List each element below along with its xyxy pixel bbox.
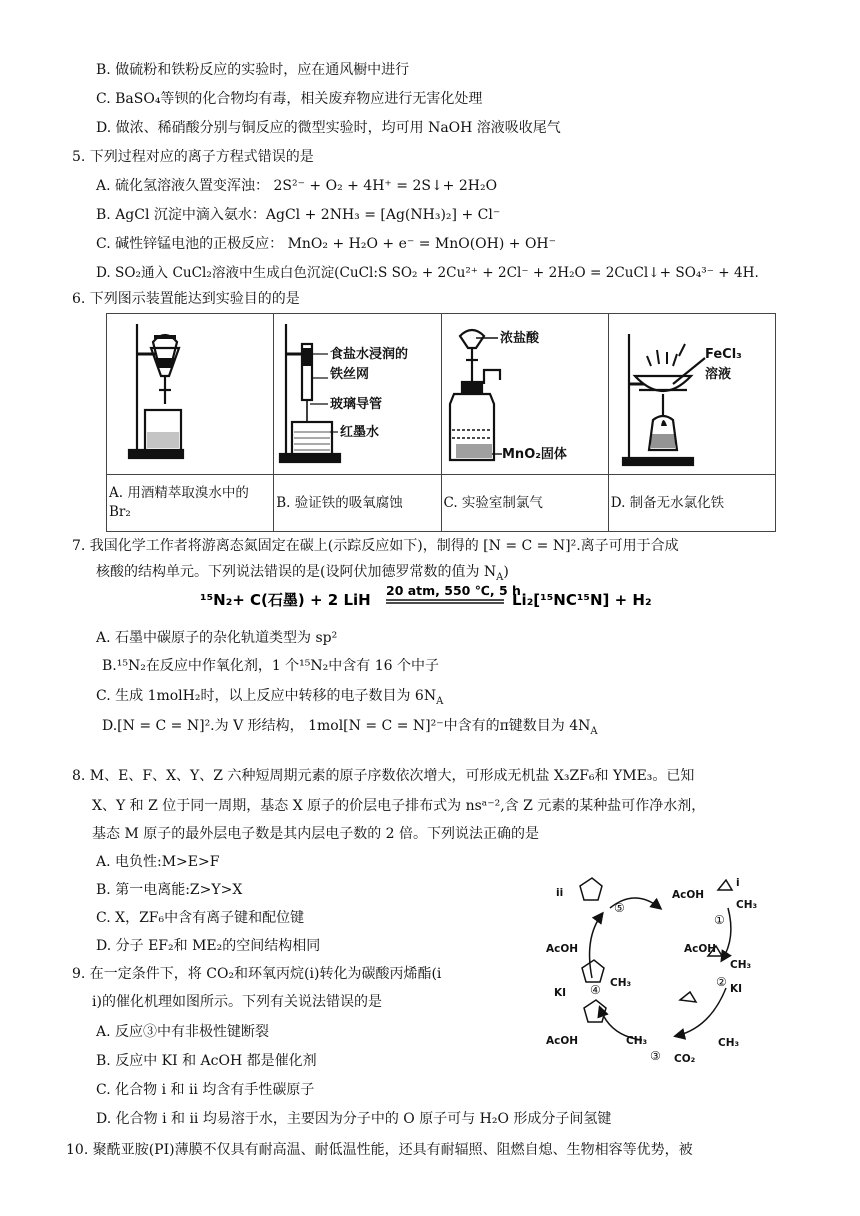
q8-stem-line1: 8. M、E、F、X、Y、Z 六种短周期元素的原子序数依次增大，可形成无机盐 X₃ZF₆和 YME₃。已知 (72, 768, 695, 784)
q7-option-d (102, 716, 598, 742)
evaporation-figure (609, 314, 775, 470)
label-ch3-3: CH₃ (610, 977, 632, 989)
q7-stem-line2-end: ) (503, 564, 509, 580)
q9-option-d: D. 化合物 i 和 ii 均易溶于水，主要因为分子中的 O 原子可与 H₂O 形成分子间氢键 (96, 1111, 612, 1127)
q7-option-c-sub: A (436, 695, 444, 707)
apparatus-c-cell (441, 314, 608, 475)
label-ki-1: KI (554, 987, 567, 999)
reaction-products: Li₂[¹⁵NC¹⁵N] + H₂ (512, 591, 652, 609)
label-salt-iron-mesh-1: 食盐水浸润的 (330, 347, 409, 362)
apparatus-d-cell (608, 314, 775, 475)
q7-option-a: A. 石墨中碳原子的杂化轨道类型为 sp² (96, 630, 338, 646)
q9-option-a: A. 反应③中有非极性键断裂 (96, 1024, 270, 1040)
apparatus-table (106, 313, 776, 532)
q5-option-b: B. AgCl 沉淀中滴入氨水：AgCl + 2NH₃ = [Ag(NH₃)₂] + Cl⁻ (96, 207, 501, 223)
q5-option-d: D. SO₂通入 CuCl₂溶液中生成白色沉淀(CuCl:S SO₂ + 2Cu²⁺ + 2Cl⁻ + 2H₂O = 2CuCl↓+ SO₄³⁻ + 4H. (96, 265, 759, 281)
q8-option-a: A. 电负性:M>E>F (96, 854, 220, 870)
q8-option-b: B. 第一电离能:Z>Y>X (96, 882, 243, 898)
label-mno2-solid: MnO₂固体 (501, 447, 567, 462)
q7-stem-line2-text: 核酸的结构单元。下列说法错误的是(设阿伏加德罗常数的值为 N (96, 564, 497, 580)
label-ch3-2: CH₃ (730, 959, 752, 971)
label-conc-hcl: 浓盐酸 (499, 331, 539, 346)
label-ch3-1: CH₃ (736, 899, 758, 911)
label-ki-2: KI (730, 983, 743, 995)
q5-option-c: C. 碱性锌锰电池的正极反应： MnO₂ + H₂O + e⁻ = MnO(OH) + OH⁻ (96, 236, 557, 252)
label-glass-tube: 玻璃导管 (330, 397, 383, 412)
q7-option-d-text: D.[N = C = N]².为 V 形结构， 1mol[N = C = N]²⁻中含有的π键数目为 4N (102, 718, 591, 734)
q7-option-b: B.¹⁵N₂在反应中作氧化剂，1 个¹⁵N₂中含有 16 个中子 (102, 658, 439, 674)
label-solution: 溶液 (704, 367, 731, 382)
q7-option-c (96, 686, 443, 712)
caption-d: D. 制备无水氯化铁 (608, 475, 775, 532)
label-salt-iron-mesh-2: 铁丝网 (330, 367, 370, 382)
q8-option-d: D. 分子 EF₂和 ME₂的空间结构相同 (96, 938, 321, 954)
label-fecl3: FeCl₃ (704, 347, 742, 362)
iron-corrosion-figure (274, 314, 440, 470)
chlorine-generator-figure (442, 314, 610, 470)
label-red-ink: 红墨水 (340, 425, 380, 440)
q8-option-c: C. X，ZF₆中含有离子键和配位键 (96, 910, 305, 926)
label-acoh-1: AcOH (672, 889, 705, 901)
caption-b: B. 验证铁的吸氧腐蚀 (274, 475, 441, 532)
q7-option-d-sub: A (590, 725, 598, 737)
step-4-marker: ④ (590, 983, 601, 997)
q5-stem: 5. 下列过程对应的离子方程式错误的是 (72, 149, 314, 165)
apparatus-b-cell (274, 314, 441, 475)
label-ch3-5: CH₃ (718, 1037, 740, 1049)
q7-option-c-text: C. 生成 1molH₂时，以上反应中转移的电子数目为 6N (96, 688, 437, 704)
step-5-marker: ⑤ (614, 901, 625, 915)
label-co2: CO₂ (674, 1053, 696, 1065)
q4-option-c: C. BaSO₄等钡的化合物均有毒，相关废弃物应进行无害化处理 (96, 91, 483, 107)
q7-reaction-equation (200, 583, 660, 611)
label-ch3-4: CH₃ (626, 1035, 648, 1047)
q9-option-c: C. 化合物 i 和 ii 均含有手性碳原子 (96, 1082, 315, 1098)
caption-c: C. 实验室制氯气 (441, 475, 608, 532)
q4-option-d: D. 做浓、稀硝酸分别与铜反应的微型实验时，均可用 NaOH 溶液吸收尾气 (96, 120, 561, 136)
label-ii: ii (556, 887, 564, 899)
step-2-marker: ② (716, 975, 727, 989)
label-i: i (736, 877, 740, 889)
label-acoh-4: AcOH (546, 1035, 579, 1047)
q9-option-b: B. 反应中 KI 和 AcOH 都是催化剂 (96, 1053, 317, 1069)
catalytic-cycle-diagram (540, 868, 780, 1068)
q10-stem-line1: 10. 聚酰亚胺(PI)薄膜不仅具有耐高温、耐低温性能，还具有耐辐照、阻燃自熄、生物相容等优势，被 (66, 1142, 693, 1158)
q5-option-a: A. 硫化氢溶液久置变浑浊： 2S²⁻ + O₂ + 4H⁺ = 2S↓+ 2H₂O (96, 178, 498, 194)
step-3-marker: ③ (650, 1049, 661, 1063)
q4-option-b: B. 做硫粉和铁粉反应的实验时，应在通风橱中进行 (96, 62, 410, 78)
reaction-conditions: 20 atm, 550 ℃, 5 h (386, 583, 521, 598)
step-1-marker: ① (714, 913, 725, 927)
q8-stem-line3: 基态 M 原子的最外层电子数是其内层电子数的 2 倍。下列说法正确的是 (92, 826, 540, 842)
q7-stem-line1: 7. 我国化学工作者将游离态氮固定在碳上(示踪反应如下)，制得的 [N = C = N]².离子可用于合成 (72, 538, 679, 554)
label-acoh-2: AcOH (684, 943, 717, 955)
label-acoh-3: AcOH (546, 943, 579, 955)
caption-a: A. 用酒精萃取溴水中的 Br₂ (107, 475, 274, 532)
q6-stem: 6. 下列图示装置能达到实验目的的是 (72, 291, 300, 307)
q8-stem-line2: X、Y 和 Z 位于同一周期，基态 X 原子的价层电子排布式为 nsᵃ⁻²,含 Z 元素的某种盐可作净水剂， (92, 798, 706, 814)
q9-stem-line1: 9. 在一定条件下，将 CO₂和环氧丙烷(i)转化为碳酸丙烯酯(i (72, 966, 442, 982)
apparatus-a-cell (107, 314, 274, 475)
q7-stem-line2-sub: A (496, 571, 504, 583)
separatory-funnel-figure (107, 314, 265, 470)
q9-stem-line2: i)的催化机理如图所示。下列有关说法错误的是 (92, 994, 382, 1010)
reaction-reactants: ¹⁵N₂+ C(石墨) + 2 LiH (200, 591, 371, 609)
